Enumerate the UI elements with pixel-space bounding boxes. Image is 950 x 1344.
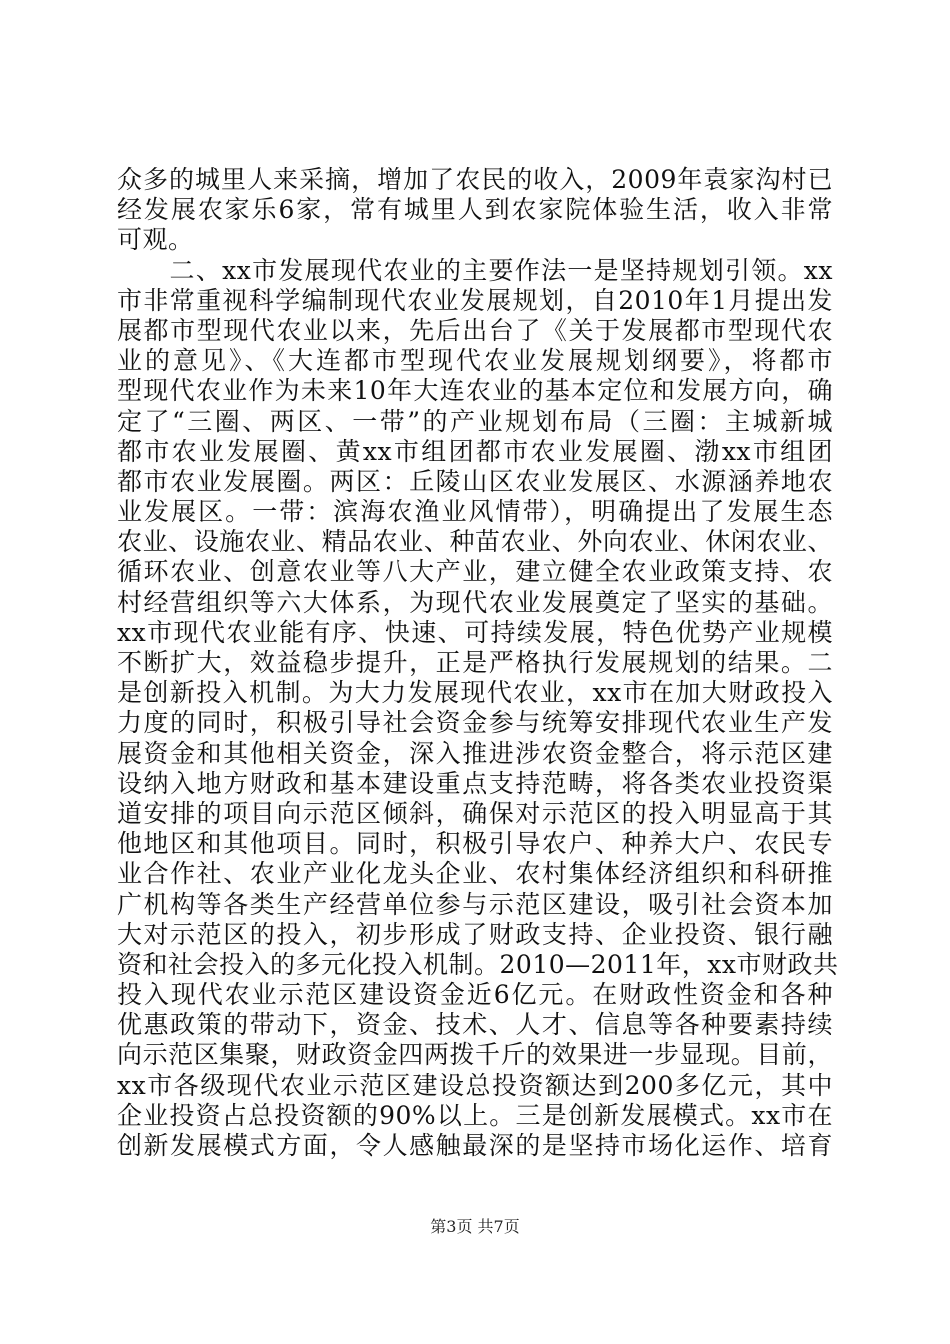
- text-line: 设纳入地方财政和基本建设重点支持范畴，将各类农业投资渠: [117, 768, 833, 798]
- text-line: 投入现代农业示范区建设资金近6亿元。在财政性资金和各种: [117, 980, 833, 1010]
- text-line: 企业投资占总投资额的90%以上。三是创新发展模式。xx市在: [117, 1100, 833, 1130]
- text-line: 是创新投入机制。为大力发展现代农业，xx市在加大财政投入: [117, 678, 833, 708]
- text-line: 创新发展模式方面，令人感触最深的是坚持市场化运作、培育: [117, 1131, 833, 1160]
- text-line: 经发展农家乐6家，常有城里人到农家院体验生活，收入非常: [117, 195, 833, 225]
- text-line: 可观。: [117, 225, 194, 255]
- text-line: 大对示范区的投入，初步形成了财政支持、企业投资、银行融: [117, 919, 833, 949]
- page-footer: 第3页 共7页: [430, 1217, 520, 1236]
- text-line: 他地区和其他项目。同时，积极引导农户、种养大户、农民专: [117, 829, 833, 859]
- text-line: 不断扩大，效益稳步提升，正是严格执行发展规划的结果。二: [117, 648, 833, 677]
- text-line: 道安排的项目向示范区倾斜，确保对示范区的投入明显高于其: [117, 798, 833, 828]
- text-line: 都市农业发展圈、黄xx市组团都市农业发展圈、渤xx市组团: [117, 436, 833, 466]
- text-line: 力度的同时，积极引导社会资金参与统筹安排现代农业生产发: [117, 708, 833, 738]
- text-line: 都市农业发展圈。两区：丘陵山区农业发展区、水源涵养地农: [117, 466, 833, 496]
- text-line: 二、xx市发展现代农业的主要作法一是坚持规划引领。xx: [117, 255, 833, 285]
- text-line: 展资金和其他相关资金，深入推进涉农资金整合，将示范区建: [117, 738, 833, 768]
- text-line: xx市现代农业能有序、快速、可持续发展，特色优势产业规模: [117, 617, 833, 647]
- text-line: 业合作社、农业产业化龙头企业、农村集体经济组织和科研推: [117, 859, 833, 889]
- text-line: 广机构等各类生产经营单位参与示范区建设，吸引社会资本加: [117, 889, 833, 919]
- text-line: 型现代农业作为未来10年大连农业的基本定位和发展方向，确: [117, 376, 833, 406]
- text-line: 展都市型现代农业以来，先后出台了《关于发展都市型现代农: [117, 315, 833, 345]
- text-line: 众多的城里人来采摘，增加了农民的收入，2009年袁家沟村已: [117, 165, 833, 194]
- text-line: 向示范区集聚，财政资金四两拨千斤的效果进一步显现。目前，: [117, 1040, 833, 1070]
- text-line: 村经营组织等六大体系，为现代农业发展奠定了坚实的基础。: [117, 587, 833, 617]
- text-line: xx市各级现代农业示范区建设总投资额达到200多亿元，其中: [117, 1070, 833, 1100]
- text-line: 资和社会投入的多元化投入机制。2010—2011年，xx市财政共: [117, 949, 839, 979]
- text-line: 循环农业、创意农业等八大产业，建立健全农业政策支持、农: [117, 557, 833, 587]
- text-line: 农业、设施农业、精品农业、种苗农业、外向农业、休闲农业、: [117, 527, 833, 557]
- text-line: 优惠政策的带动下，资金、技术、人才、信息等各种要素持续: [117, 1010, 833, 1040]
- text-line: 市非常重视科学编制现代农业发展规划，自2010年1月提出发: [117, 285, 833, 315]
- text-line: 定了“三圈、两区、一带”的产业规划布局（三圈：主城新城: [117, 406, 833, 436]
- text-line: 业发展区。一带：滨海农渔业风情带），明确提出了发展生态: [117, 497, 833, 527]
- body-text: [117, 165, 839, 1161]
- text-line: 业的意见》、《大连都市型现代农业发展规划纲要》，将都市: [117, 346, 833, 376]
